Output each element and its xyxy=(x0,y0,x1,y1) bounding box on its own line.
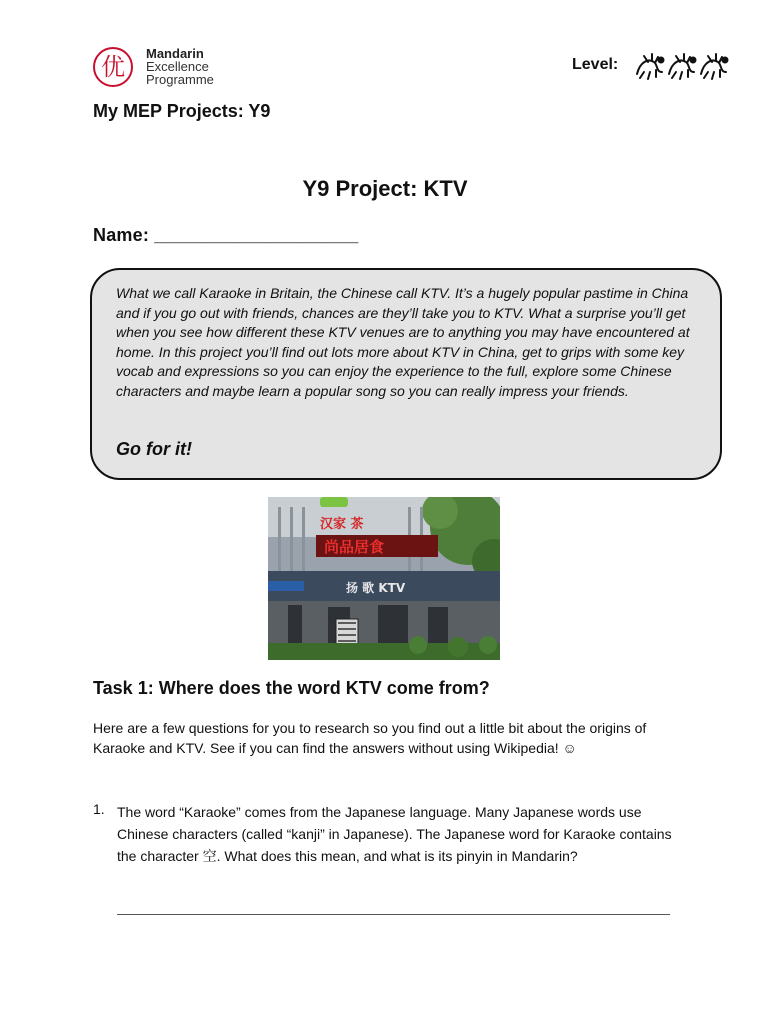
sign-middle: 尚品居食 xyxy=(324,538,385,556)
projects-title: My MEP Projects: Y9 xyxy=(93,101,271,121)
go-for-it: Go for it! xyxy=(116,439,192,459)
level-label: Level: xyxy=(572,56,619,73)
project-title: Y9 Project: KTV xyxy=(302,176,468,201)
dragon-icon xyxy=(669,54,696,79)
question-text: The word “Karaoke” comes from the Japanese language. Many Japanese words use Chinese characters (called “kanji” in Japanese). The Japanese word for Karaoke contains the character 空. What does this mean, and what is its pinyin in Mandarin? xyxy=(117,804,672,864)
level-indicator xyxy=(634,48,730,82)
answer-line[interactable] xyxy=(117,914,670,915)
logo-line-mandarin: Mandarin xyxy=(146,46,204,61)
question-number: 1. xyxy=(93,801,105,817)
logo-line-programme: Programme xyxy=(146,72,214,87)
sign-ktv: 扬 歌 KTV xyxy=(346,581,406,595)
ktv-venue-photo xyxy=(268,497,500,660)
dragon-icon xyxy=(637,54,664,79)
intro-text: What we call Karaoke in Britain, the Chinese call KTV. It’s a hugely popular pastime in China and if you go out with friends, chances are they’ll take you to KTV. What a surprise you’ll get when you see how different these KTV venues are to anything you may have encountered at home. In this project you’ll find out lots more about KTV in China, get to grips with some key vocab and expressions so you can enjoy the experience to the full, explore some Chinese characters and maybe learn a popular song so you can really impress your friends. xyxy=(116,285,690,399)
name-field: Name: ____________________ xyxy=(93,225,359,245)
mep-logo xyxy=(93,45,233,91)
task1-heading: Task 1: Where does the word KTV come from? xyxy=(93,678,490,698)
logo-wordmark xyxy=(146,47,214,86)
logo-emblem: 优 xyxy=(93,47,133,87)
task1-intro: Here are a few questions for you to research so you find out a little bit about the origins of Karaoke and KTV. See if you can find the answers without using Wikipedia! ☺ xyxy=(93,720,647,756)
intro-box xyxy=(90,268,722,480)
dragon-icon xyxy=(701,54,728,79)
sign-top: 汉家 茶 xyxy=(320,517,364,532)
logo-line-excellence: Excellence xyxy=(146,59,209,74)
